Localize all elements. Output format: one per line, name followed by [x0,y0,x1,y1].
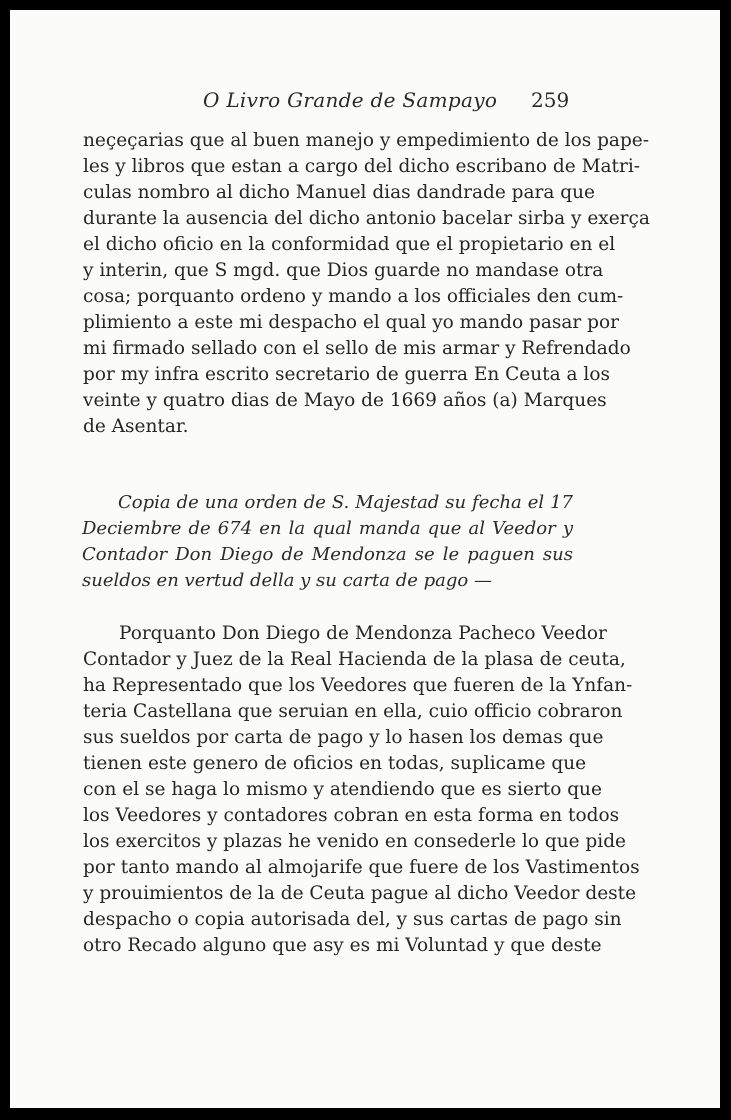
text-line: los Veedores y contadores cobran en esta forma en todos [83,805,620,826]
paragraph-1 [83,128,650,440]
text-line: Porquanto Don Diego de Mendonza Pacheco Veedor [119,623,607,644]
text-line: despacho o copia autorisada del, y sus cartas de pago sin [83,909,622,930]
text-line: plimiento a este mi despacho el qual yo mando pasar por [83,312,619,333]
heading-line: Deciembre de 674 en la qual manda que al Veedor y [82,518,573,539]
heading-line: Contador Don Diego de Mendonza se le paguen sus [82,544,573,565]
text-line: el dicho oficio en la conformidad que el propietario en el [83,234,616,255]
text-line: cosa; porquanto ordeno y mando a los officiales den cum- [83,286,624,307]
running-title: O Livro Grande de Sampayo [203,88,498,112]
text-line: sus sueldos por carta de pago y lo hasen los demas que [83,727,604,748]
heading-line: Copia de una orden de S. Majestad su fecha el 17 [118,492,573,513]
text-line: mi firmado sellado con el sello de mis armar y Refrendado [83,338,631,359]
running-head [10,88,720,114]
text-line: y prouimientos de la de Ceuta pague al dicho Veedor deste [83,883,637,904]
text-line: veinte y quatro dias de Mayo de 1669 años (a) Marques [83,390,607,411]
text-line: y interin, que S mgd. que Dios guarde no mandase otra [83,260,604,281]
book-page [10,10,720,1108]
text-line: de Asentar. [83,416,189,437]
text-line: tienen este genero de oficios en todas, suplicame que [83,753,587,774]
text-line: ha Representado que los Veedores que fueren de la Ynfan- [83,675,633,696]
page-number: 259 [531,88,570,112]
text-line: culas nombro al dicho Manuel dias dandrade para que [83,182,595,203]
text-line: por tanto mando al almojarife que fuere de los Vastimentos [83,857,640,878]
text-line: Contador y Juez de la Real Hacienda de la plasa de ceuta, [83,649,626,670]
text-line: otro Recado alguno que asy es mi Voluntad y que deste [83,935,602,956]
text-line: les y libros que estan a cargo del dicho escribano de Matri- [83,156,640,177]
heading-line: sueldos en vertud della y su carta de pago — [82,570,492,591]
text-line: con el se haga lo mismo y atendiendo que es sierto que [83,779,602,800]
text-line: por my infra escrito secretario de guerra En Ceuta a los [83,364,610,385]
text-line: neçeçarias que al buen manejo y empedimiento de los pape- [83,130,649,151]
paragraph-2 [83,621,640,959]
text-line: teria Castellana que seruian en ella, cuio officio cobraron [83,701,623,722]
text-line: los exercitos y plazas he venido en consederle lo que pide [83,831,626,852]
text-line: durante la ausencia del dicho antonio bacelar sirba y exerça [83,208,650,229]
document-heading [82,490,573,594]
